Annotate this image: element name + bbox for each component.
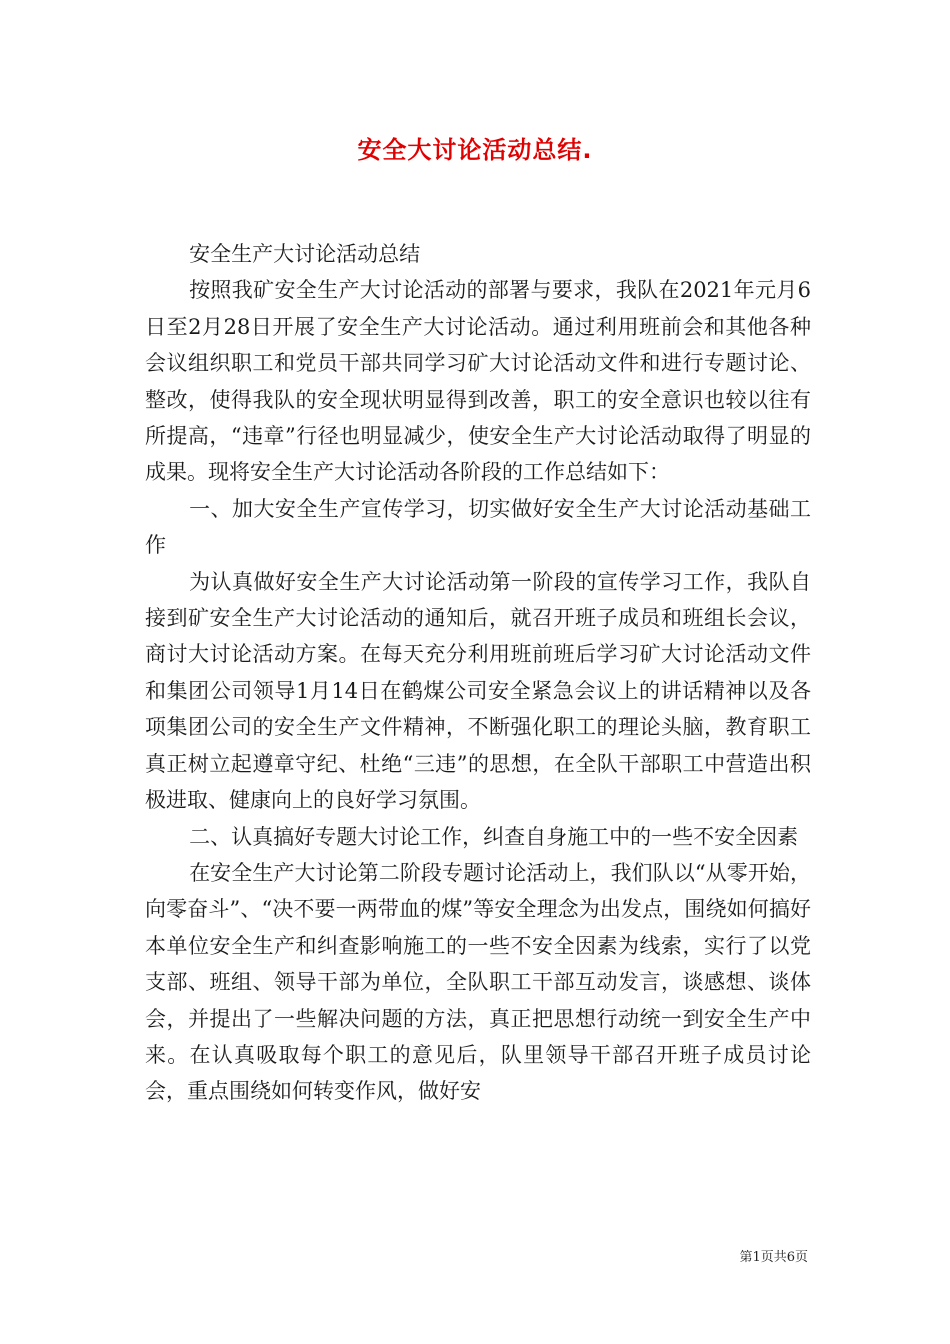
section-one-heading: 一、加大安全生产宣传学习，切实做好安全生产大讨论活动基础工作 — [145, 496, 811, 558]
section-two-paragraph: 在安全生产大讨论第二阶段专题讨论活动上，我们队以“从零开始，向零奋斗”、“决不要一两带血的煤”等安全理念为出发点，围绕如何搞好本单位安全生产和纠查影响施工的一些不安全因素为线索，实行了以党支部、班组、领导干部为单位，全队职工干部互动发言，谈感想、谈体会，并提出了一些解决问题的方法，真正把思想行动统一到安全生产中来。在认真吸取每个职工的意见后，队里领导干部召开班子成员讨论会，重点围绕如何转变作风，做好安 — [145, 860, 811, 1104]
document-title: 安全大讨论活动总结. — [357, 136, 593, 164]
document-body — [145, 236, 811, 1110]
section-two-heading: 二、认真搞好专题大讨论工作，纠查自身施工中的一些不安全因素 — [189, 824, 799, 849]
subtitle-paragraph: 安全生产大讨论活动总结 — [189, 242, 421, 266]
intro-paragraph: 按照我矿安全生产大讨论活动的部署与要求，我队在2021年元月6日至2月28日开展了安全生产大讨论活动。通过利用班前会和其他各种会议组织职工和党员干部共同学习矿大讨论活动文件和进行专题讨论、整改，使得我队的安全现状明显得到改善，职工的安全意识也较以往有所提高，“违章”行径也明显减少，使安全生产大讨论活动取得了明显的成果。现将安全生产大讨论活动各阶段的工作总结如下： — [145, 278, 811, 485]
page-number: 第1页共6页 — [739, 1250, 808, 1265]
section-one-paragraph: 为认真做好安全生产大讨论活动第一阶段的宣传学习工作，我队自接到矿安全生产大讨论活动的通知后，就召开班子成员和班组长会议，商讨大讨论活动方案。在每天充分利用班前班后学习矿大讨论活动文件和集团公司领导1月14日在鹤煤公司安全紧急会议上的讲话精神以及各项集团公司的安全生产文件精神，不断强化职工的理论头脑，教育职工真正树立起遵章守纪、杜绝“三违”的思想，在全队干部职工中营造出积极进取、健康向上的良好学习氛围。 — [145, 569, 811, 813]
